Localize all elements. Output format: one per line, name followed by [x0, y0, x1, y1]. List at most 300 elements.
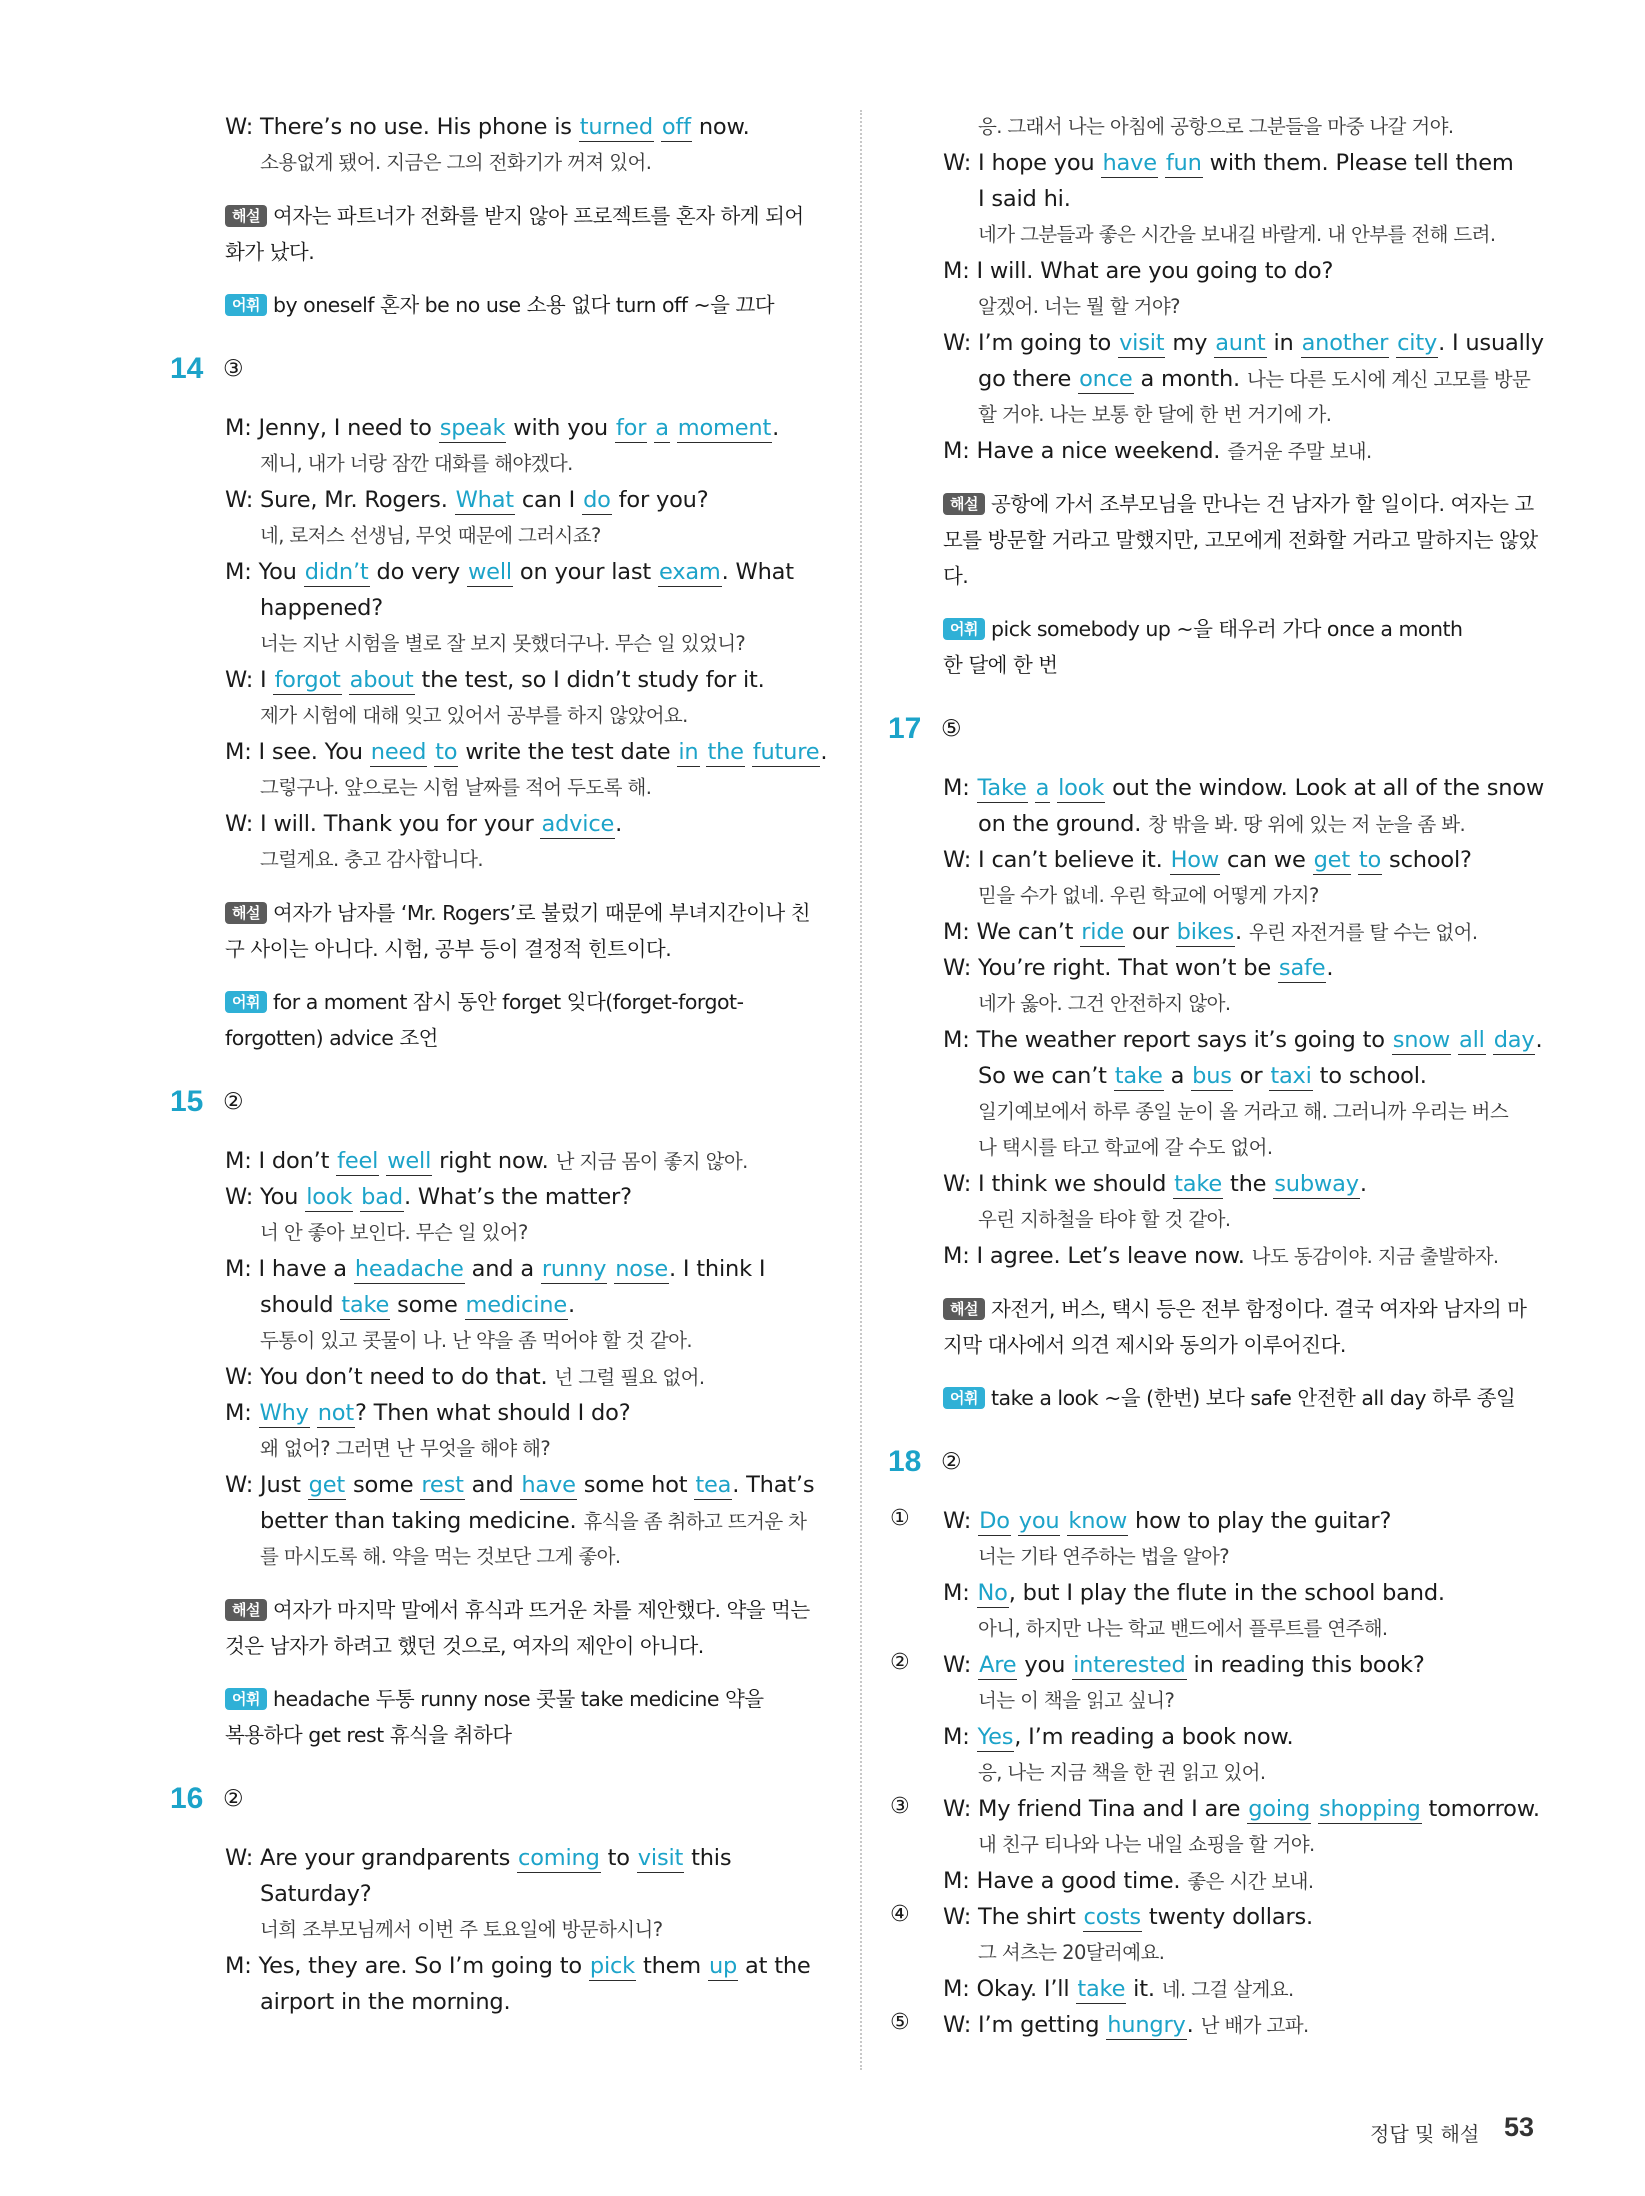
text-segment: ? Then what should I do? — [354, 1400, 631, 1426]
translation-line — [978, 400, 1331, 430]
blank-answer: What — [455, 487, 514, 513]
translation-line — [978, 989, 1230, 1019]
dialogue-line — [225, 112, 750, 142]
blank-answer: moment — [677, 415, 772, 441]
question-answer: ② — [223, 1089, 244, 1115]
text-segment: . I usually — [1438, 330, 1544, 356]
text-segment: 여자는 파트너가 전화를 받지 않아 프로젝트를 혼자 하게 되어 — [272, 204, 804, 228]
dialogue-line — [225, 1843, 731, 1873]
translation-line — [978, 1542, 1229, 1572]
text-segment: 구 사이는 아니다. 시험, 공부 등이 결정적 힌트이다. — [225, 937, 672, 961]
blank-answer: ride — [1081, 919, 1125, 945]
blank-answer: nose — [615, 1256, 668, 1282]
blank-answer: take — [1077, 1976, 1126, 2002]
question-number: 18 — [888, 1445, 922, 1478]
text-segment: some — [346, 1472, 421, 1498]
explanation-line — [943, 614, 1463, 644]
text-segment: 너는 이 책을 읽고 싶니? — [978, 1689, 1175, 1712]
text-segment: So we can’t — [978, 1063, 1114, 1089]
text-segment: . — [1326, 955, 1334, 981]
text-segment: M: — [943, 775, 977, 801]
text-segment — [700, 739, 707, 765]
dialogue-line — [225, 1951, 811, 1981]
option-marker: ④ — [890, 1902, 910, 1927]
text-segment: better than taking medicine. — [260, 1508, 584, 1534]
text-segment: M: Have a nice weekend. — [943, 438, 1228, 464]
text-segment: and — [464, 1472, 521, 1498]
blank-answer: bus — [1192, 1063, 1232, 1089]
explanation-line — [225, 290, 774, 320]
text-segment: W: Are your grandparents — [225, 1845, 518, 1871]
dialogue-line — [943, 1025, 1542, 1055]
blank-answer: take — [341, 1292, 390, 1318]
text-segment: 여자가 남자를 ‘Mr. Rogers’로 불렀기 때문에 부녀지간이나 친 — [272, 901, 811, 925]
explanation-line — [943, 1330, 1346, 1360]
text-segment: M: Yes, they are. So I’m going to — [225, 1953, 589, 1979]
translation-line — [260, 845, 483, 875]
text-segment: 그럴게요. 충고 감사합니다. — [260, 848, 484, 871]
blank-answer: hungry — [1107, 2012, 1186, 2038]
text-segment: to school. — [1312, 1063, 1427, 1089]
blank-answer: Yes — [977, 1724, 1014, 1750]
translation-line — [978, 292, 1180, 322]
text-segment: 그 셔츠는 20달러예요. — [978, 1941, 1165, 1964]
blank-answer: have — [521, 1472, 576, 1498]
dialogue-line — [225, 1146, 748, 1177]
text-segment: with you — [506, 415, 615, 441]
text-segment: can we — [1220, 847, 1313, 873]
text-segment: some — [390, 1292, 465, 1318]
explanation-line — [943, 489, 1534, 519]
question-answer: ③ — [223, 356, 244, 382]
explanation-badge: 해설 — [943, 1298, 985, 1320]
text-segment: 것은 남자가 하려고 했던 것으로, 여자의 제안이 아니다. — [225, 1634, 704, 1658]
blank-answer: runny — [541, 1256, 607, 1282]
text-segment: . What — [721, 559, 794, 585]
text-segment: M: I see. You — [225, 739, 370, 765]
dialogue-line — [943, 953, 1333, 983]
text-segment: W: I can’t believe it. — [943, 847, 1170, 873]
blank-answer: headache — [354, 1256, 464, 1282]
translation-line — [978, 1938, 1164, 1968]
blank-answer: bad — [361, 1184, 403, 1210]
explanation-line — [225, 1595, 810, 1625]
dialogue-line — [225, 1362, 704, 1393]
inline-translation: 나는 다른 도시에 계신 고모를 방문 — [1246, 368, 1531, 391]
dialogue-line — [260, 1290, 575, 1320]
column-divider — [860, 110, 862, 2070]
inline-translation: 창 밖을 봐. 땅 위에 있는 저 눈을 좀 봐. — [1148, 813, 1466, 836]
text-segment: W: You — [225, 1184, 306, 1210]
vocab-badge: 어휘 — [225, 991, 267, 1013]
dialogue-line — [225, 809, 622, 839]
option-marker: ⑤ — [890, 2010, 910, 2035]
text-segment: out the window. Look at all of the snow — [1105, 775, 1545, 801]
blank-answer: city — [1397, 330, 1438, 356]
text-segment — [342, 667, 349, 693]
translation-line — [260, 773, 651, 803]
text-segment: a month. — [1133, 366, 1247, 392]
blank-answer: all — [1459, 1027, 1485, 1053]
text-segment: M: You — [225, 559, 304, 585]
text-segment: twenty dollars. — [1141, 1904, 1313, 1930]
text-segment: the — [1223, 1171, 1274, 1197]
dialogue-line — [943, 148, 1514, 178]
text-segment: 를 마시도록 해. 약을 먹는 것보단 그게 좋아. — [260, 1545, 621, 1568]
text-segment — [427, 739, 434, 765]
blank-answer: up — [708, 1953, 738, 1979]
blank-answer: once — [1079, 366, 1133, 392]
blank-answer: feel — [337, 1148, 379, 1174]
text-segment: 우린 지하철을 타야 할 것 같아. — [978, 1208, 1231, 1231]
explanation-badge: 해설 — [225, 902, 267, 924]
text-segment: airport in the morning. — [260, 1989, 511, 2015]
question-answer: ② — [223, 1786, 244, 1812]
text-segment: M: We can’t — [943, 919, 1081, 945]
text-segment: write the test date — [458, 739, 678, 765]
blank-answer: going — [1248, 1796, 1311, 1822]
text-segment: or — [1232, 1063, 1270, 1089]
explanation-badge: 해설 — [225, 1599, 267, 1621]
text-segment: 할 거야. 나는 보통 한 달에 한 번 거기에 가. — [978, 403, 1332, 426]
text-segment — [353, 1184, 360, 1210]
dialogue-line — [978, 364, 1530, 395]
text-segment: 너는 기타 연주하는 법을 알아? — [978, 1545, 1229, 1568]
inline-translation: 휴식을 좀 취하고 뜨거운 차 — [583, 1510, 807, 1533]
explanation-line — [225, 1023, 438, 1053]
text-segment: . — [1535, 1027, 1543, 1053]
text-segment: 두통이 있고 콧물이 나. 난 약을 좀 먹어야 할 것 같아. — [260, 1329, 692, 1352]
dialogue-line — [943, 1650, 1425, 1680]
blank-answer: visit — [637, 1845, 684, 1871]
text-segment: W: I think we should — [943, 1171, 1174, 1197]
text-segment: with them. Please tell them — [1202, 150, 1514, 176]
text-segment: 너는 지난 시험을 별로 잘 보지 못했더구나. 무슨 일 있었니? — [260, 632, 746, 655]
text-segment — [1451, 1027, 1458, 1053]
translation-line — [978, 1614, 1388, 1644]
text-segment: M: — [943, 1724, 977, 1750]
text-segment: at the — [738, 1953, 811, 1979]
blank-answer: How — [1170, 847, 1220, 873]
text-segment: 자전거, 버스, 택시 등은 전부 함정이다. 결국 여자와 남자의 마 — [990, 1297, 1527, 1321]
text-segment: . — [1186, 2012, 1201, 2038]
text-segment: headache 두통 runny nose 콧물 take medicine 약을 — [272, 1687, 764, 1711]
question-number: 15 — [170, 1085, 204, 1118]
text-segment: the test, so I didn’t study for it. — [414, 667, 765, 693]
blank-answer: tea — [695, 1472, 732, 1498]
text-segment: on your last — [512, 559, 658, 585]
blank-answer: need — [370, 739, 427, 765]
text-segment: W: You’re right. That won’t be — [943, 955, 1278, 981]
blank-answer: to — [1358, 847, 1382, 873]
dialogue-line — [225, 665, 765, 695]
explanation-line — [225, 934, 671, 964]
blank-answer: off — [661, 114, 691, 140]
blank-answer: No — [977, 1580, 1008, 1606]
text-segment: how to play the guitar? — [1128, 1508, 1392, 1534]
text-segment: and a — [464, 1256, 541, 1282]
explanation-line — [943, 525, 1538, 555]
text-segment: 응. 그래서 나는 아침에 공항으로 그분들을 마중 나갈 거야. — [978, 115, 1454, 138]
text-segment: can I — [514, 487, 583, 513]
blank-answer: take — [1114, 1063, 1163, 1089]
text-segment: tomorrow. — [1421, 1796, 1540, 1822]
dialogue-line — [943, 917, 1477, 948]
text-segment: 알겠어. 너는 뭘 할 거야? — [978, 295, 1180, 318]
vocab-badge: 어휘 — [943, 618, 985, 640]
blank-answer: a — [1035, 775, 1050, 801]
text-segment: M: I have a — [225, 1256, 354, 1282]
blank-answer: do — [583, 487, 611, 513]
text-segment: M: Jenny, I need to — [225, 415, 439, 441]
question-number: 16 — [170, 1782, 204, 1815]
text-segment: , but I play the flute in the school band. — [1008, 1580, 1445, 1606]
blank-answer: Why — [259, 1400, 309, 1426]
vocab-badge: 어휘 — [225, 294, 267, 316]
text-segment: for a moment 잠시 동안 forget 잊다(forget-forgot- — [272, 990, 744, 1014]
text-segment: our — [1125, 919, 1176, 945]
translation-line — [260, 148, 651, 178]
text-segment: some hot — [576, 1472, 695, 1498]
dialogue-line — [260, 1879, 372, 1909]
text-segment: 지막 대사에서 의견 제시와 동의가 이루어진다. — [943, 1333, 1346, 1357]
dialogue-line — [225, 485, 708, 515]
text-segment: . That’s — [732, 1472, 815, 1498]
dialogue-line — [943, 1169, 1367, 1199]
text-segment: . What’s the matter? — [403, 1184, 632, 1210]
blank-answer: bikes — [1176, 919, 1234, 945]
blank-answer: fun — [1165, 150, 1202, 176]
text-segment: W: Just — [225, 1472, 308, 1498]
text-segment: 너 안 좋아 보인다. 무슨 일 있어? — [260, 1221, 528, 1244]
blank-answer: future — [752, 739, 820, 765]
dialogue-line — [943, 1794, 1540, 1824]
blank-answer: pick — [589, 1953, 635, 1979]
blank-answer: visit — [1119, 330, 1165, 356]
question-answer: ② — [941, 1449, 962, 1475]
translation-line — [978, 112, 1453, 142]
text-segment: . — [1359, 1171, 1367, 1197]
text-segment: to — [600, 1845, 637, 1871]
text-segment: M: I agree. Let’s leave now. — [943, 1243, 1252, 1269]
text-segment: . — [567, 1292, 575, 1318]
explanation-line — [943, 1383, 1515, 1413]
blank-answer: look — [306, 1184, 353, 1210]
vocab-badge: 어휘 — [943, 1387, 985, 1409]
dialogue-line — [943, 328, 1544, 358]
text-segment: 그렇구나. 앞으로는 시험 날짜를 적어 두도록 해. — [260, 776, 652, 799]
blank-answer: Take — [977, 775, 1027, 801]
blank-answer: look — [1058, 775, 1105, 801]
blank-answer: well — [387, 1148, 432, 1174]
explanation-line — [943, 1294, 1526, 1324]
text-segment: W: There’s no use. His phone is — [225, 114, 579, 140]
blank-answer: Do — [979, 1508, 1010, 1534]
text-segment: 믿을 수가 없네. 우린 학교에 어떻게 가지? — [978, 884, 1319, 907]
blank-answer: in — [678, 739, 699, 765]
text-segment: 모를 방문할 거라고 말했지만, 고모에게 전화할 거라고 말하지는 않았 — [943, 528, 1538, 552]
text-segment — [1486, 1027, 1493, 1053]
dialogue-line — [943, 1722, 1294, 1752]
text-segment: . I think I — [668, 1256, 766, 1282]
text-segment: forgotten) advice 조언 — [225, 1026, 438, 1050]
blank-answer: about — [349, 667, 414, 693]
explanation-line — [943, 650, 1058, 680]
inline-translation: 즐거운 주말 보내. — [1227, 440, 1372, 463]
question-answer: ⑤ — [941, 716, 962, 742]
text-segment: , I’m reading a book now. — [1014, 1724, 1294, 1750]
text-segment: M: I don’t — [225, 1148, 337, 1174]
dialogue-line — [260, 593, 383, 623]
blank-answer: turned — [579, 114, 653, 140]
text-segment: 네가 옳아. 그건 안전하지 않아. — [978, 992, 1231, 1015]
dialogue-line — [943, 2010, 1309, 2041]
text-segment: 네, 로저스 선생님, 무엇 때문에 그러시죠? — [260, 524, 601, 547]
blank-answer: get — [1313, 847, 1350, 873]
translation-line — [260, 629, 745, 659]
text-segment — [1011, 1508, 1018, 1534]
dialogue-line — [943, 1241, 1498, 1272]
text-segment: should — [260, 1292, 341, 1318]
text-segment: happened? — [260, 595, 383, 621]
blank-answer: shopping — [1319, 1796, 1421, 1822]
blank-answer: well — [467, 559, 512, 585]
blank-answer: another — [1301, 330, 1389, 356]
text-segment: W: I hope you — [943, 150, 1102, 176]
text-segment: this — [684, 1845, 732, 1871]
text-segment: W: — [943, 1652, 979, 1678]
explanation-line — [225, 1720, 512, 1750]
text-segment: in — [1266, 330, 1301, 356]
text-segment: . — [1234, 919, 1249, 945]
dialogue-line — [943, 256, 1333, 286]
text-segment: them — [636, 1953, 708, 1979]
translation-line — [978, 1133, 1273, 1163]
dialogue-line — [260, 1987, 510, 2017]
text-segment: Saturday? — [260, 1881, 372, 1907]
translation-line — [978, 1830, 1315, 1860]
text-segment: W: My friend Tina and I are — [943, 1796, 1248, 1822]
text-segment — [1351, 847, 1358, 873]
blank-answer: the — [707, 739, 744, 765]
dialogue-line — [978, 1061, 1427, 1091]
dialogue-line — [225, 1182, 632, 1212]
blank-answer: get — [308, 1472, 346, 1498]
text-segment: M: Have a good time. — [943, 1868, 1188, 1894]
text-segment: 소용없게 됐어. 지금은 그의 전화기가 꺼져 있어. — [260, 151, 652, 174]
text-segment: 한 달에 한 번 — [943, 653, 1058, 677]
blank-answer: for — [615, 415, 647, 441]
translation-line — [978, 220, 1496, 250]
dialogue-line — [943, 773, 1544, 803]
option-marker: ② — [890, 1650, 910, 1675]
text-segment: W: I’m going to — [943, 330, 1119, 356]
dialogue-line — [943, 1578, 1445, 1608]
translation-line — [260, 449, 573, 479]
text-segment: go there — [978, 366, 1079, 392]
blank-answer: didn’t — [304, 559, 369, 585]
text-segment — [745, 739, 752, 765]
vocab-badge: 어휘 — [225, 1688, 267, 1710]
text-segment — [1060, 1508, 1067, 1534]
dialogue-line — [978, 184, 1071, 214]
explanation-line — [225, 1631, 704, 1661]
blank-answer: snow — [1392, 1027, 1451, 1053]
translation-line — [978, 1758, 1265, 1788]
explanation-badge: 해설 — [225, 205, 267, 227]
text-segment — [1028, 775, 1035, 801]
text-segment: W: I’m getting — [943, 2012, 1107, 2038]
text-segment — [310, 1400, 317, 1426]
dialogue-line — [225, 1254, 765, 1284]
text-segment: by oneself 혼자 be no use 소용 없다 turn off ~을 끄다 — [272, 293, 775, 317]
text-segment: now. — [691, 114, 750, 140]
explanation-badge: 해설 — [943, 493, 985, 515]
dialogue-line — [943, 436, 1372, 467]
blank-answer: a — [655, 415, 669, 441]
text-segment: right now. — [432, 1148, 556, 1174]
dialogue-line — [225, 1470, 814, 1500]
text-segment: take a look ~을 (한번) 보다 safe 안전한 all day 하루 종일 — [990, 1386, 1516, 1410]
inline-translation: 난 지금 몸이 좋지 않아. — [555, 1150, 748, 1173]
dialogue-line — [943, 845, 1472, 875]
dialogue-line — [225, 413, 779, 443]
footer-label: 정답 및 해설 — [1370, 2122, 1480, 2146]
text-segment: W: The shirt — [943, 1904, 1083, 1930]
translation-line — [978, 1205, 1230, 1235]
text-segment: pick somebody up ~을 태우러 가다 once a month — [990, 617, 1463, 641]
text-segment: 응, 나는 지금 책을 한 권 읽고 있어. — [978, 1761, 1266, 1784]
text-segment: 제니, 내가 너랑 잠깐 대화를 해야겠다. — [260, 452, 573, 475]
explanation-line — [225, 201, 804, 231]
text-segment: it. — [1126, 1976, 1162, 2002]
explanation-line — [225, 987, 743, 1017]
translation-line — [978, 1097, 1508, 1127]
inline-translation: 넌 그럴 필요 없어. — [554, 1366, 705, 1389]
blank-answer: exam — [658, 559, 721, 585]
text-segment: 일기예보에서 하루 종일 눈이 올 거라고 해. 그러니까 우리는 버스 — [978, 1100, 1509, 1123]
text-segment: I said hi. — [978, 186, 1071, 212]
text-segment: 너희 조부모님께서 이번 주 토요일에 방문하시니? — [260, 1918, 663, 1941]
blank-answer: interested — [1073, 1652, 1186, 1678]
blank-answer: take — [1174, 1171, 1223, 1197]
text-segment: 왜 없어? 그러면 난 무엇을 해야 해? — [260, 1437, 551, 1460]
text-segment: 화가 났다. — [225, 240, 315, 264]
blank-answer: advice — [541, 811, 615, 837]
translation-line — [260, 1542, 620, 1572]
dialogue-line — [943, 1974, 1294, 2005]
text-segment: you — [1017, 1652, 1073, 1678]
text-segment: for you? — [611, 487, 709, 513]
blank-answer: coming — [518, 1845, 600, 1871]
translation-line — [978, 1686, 1174, 1716]
text-segment — [607, 1256, 614, 1282]
inline-translation: 우린 자전거를 탈 수는 없어. — [1248, 921, 1478, 944]
dialogue-line — [260, 1506, 806, 1537]
blank-answer: day — [1493, 1027, 1535, 1053]
text-segment: in reading this book? — [1186, 1652, 1425, 1678]
blank-answer: rest — [421, 1472, 464, 1498]
text-segment: 다. — [943, 564, 969, 588]
blank-answer: safe — [1278, 955, 1326, 981]
text-segment: W: I — [225, 667, 274, 693]
text-segment — [1158, 150, 1165, 176]
blank-answer: aunt — [1215, 330, 1266, 356]
blank-answer: not — [317, 1400, 354, 1426]
option-marker: ③ — [890, 1794, 910, 1819]
dialogue-line — [943, 1506, 1391, 1536]
text-segment: do very — [369, 559, 467, 585]
